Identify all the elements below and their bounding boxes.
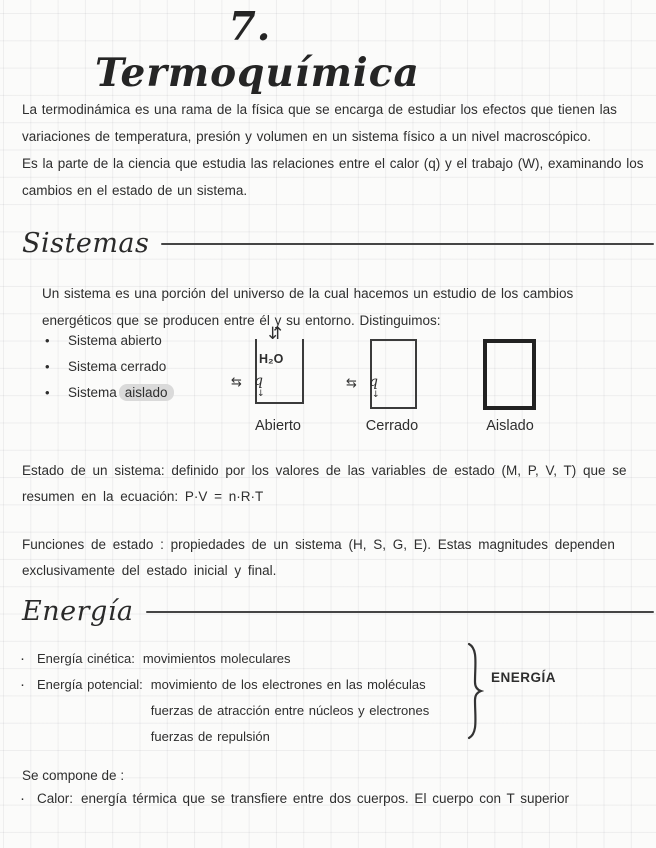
bullet-item-label: Sistema cerrado bbox=[68, 358, 167, 374]
section-heading-sistemas bbox=[22, 228, 654, 259]
heat-exchange-arrows-icon: ⇆ bbox=[346, 376, 357, 391]
energy-brace bbox=[466, 641, 484, 741]
intro-block bbox=[22, 96, 644, 204]
energy-item-cinetica bbox=[20, 646, 429, 672]
diagram-label-abierto: Abierto bbox=[255, 418, 301, 434]
energy-desc-continuation: fuerzas de atracción entre núcleos y electrones bbox=[150, 703, 430, 718]
energy-term: Energía potencial: bbox=[37, 677, 143, 692]
calor-term: Calor: bbox=[37, 791, 74, 806]
energy-term: Energía cinética: bbox=[37, 651, 135, 666]
heat-exchange-arrows-icon: ⇆ bbox=[231, 375, 242, 390]
heat-direction-arrow-icon: ↓ bbox=[257, 389, 265, 399]
bullet-icon: · bbox=[20, 676, 25, 693]
calor-desc: energía térmica que se transfiere entre dos cuerpos. El cuerpo con T superior bbox=[81, 791, 570, 806]
intro-paragraph-2: Es la parte de la ciencia que estudia las relaciones entre el calor (q) y el trabajo (W), examinando los cambios en el estado de un sistema. bbox=[22, 156, 644, 198]
insulated-container-shape bbox=[483, 339, 536, 410]
heat-direction-arrow-icon: ↓ bbox=[372, 390, 380, 400]
energy-desc-continuation: fuerzas de repulsión bbox=[150, 729, 270, 744]
water-label: H₂O bbox=[259, 352, 284, 366]
energia-brace-label: ENERGÍA bbox=[491, 670, 557, 685]
energy-list bbox=[20, 646, 429, 750]
sistemas-intro: Un sistema es una porción del universo de la cual hacemos un estudio de los cambios energéticos que se producen entre él y su entorno. Distinguimos: bbox=[42, 286, 574, 328]
estado-paragraph: Estado de un sistema: definido por los valores de las variables de estado (M, P, V, T) que se resumen en la ecuación: P·V = n·R·T bbox=[22, 463, 627, 504]
bullet-item-label: Sistema bbox=[68, 384, 117, 400]
heat-symbol: q bbox=[254, 373, 263, 389]
bullet-icon: · bbox=[20, 650, 25, 667]
diagram-cerrado bbox=[344, 326, 440, 442]
bullet-icon: • bbox=[45, 358, 50, 374]
bullet-item-sistema-abierto bbox=[45, 327, 174, 353]
energy-desc: movimientos moleculares bbox=[142, 651, 291, 666]
heat-symbol: q bbox=[369, 374, 378, 390]
matter-exchange-arrows-icon: ⇵ bbox=[268, 324, 283, 344]
sistemas-heading-label: Sistemas bbox=[22, 228, 150, 259]
bullet-item-sistema-cerrado bbox=[45, 353, 174, 379]
diagram-label-cerrado: Cerrado bbox=[365, 418, 419, 434]
bullet-item-sistema-aislado bbox=[45, 379, 174, 405]
bullet-item-label: Sistema abierto bbox=[68, 332, 162, 348]
section-heading-energia bbox=[22, 596, 654, 627]
highlighted-word-aislado: aislado bbox=[119, 384, 174, 401]
sistemas-heading-rule bbox=[161, 243, 654, 245]
energy-item-potencial bbox=[20, 672, 429, 750]
energia-heading-label: Energía bbox=[22, 596, 134, 627]
diagram-abierto bbox=[228, 326, 328, 442]
compone-heading: Se compone de : bbox=[22, 768, 125, 783]
bullet-icon: • bbox=[45, 332, 50, 348]
bullet-icon: · bbox=[20, 790, 25, 807]
funciones-paragraph: Funciones de estado : propiedades de un sistema (H, S, G, E). Estas magnitudes dependen exclusivamente del estado inicial y final. bbox=[22, 537, 615, 578]
diagram-aislado bbox=[462, 326, 558, 442]
energia-heading-rule bbox=[146, 611, 655, 613]
energy-desc-column bbox=[151, 672, 429, 750]
bullet-icon: • bbox=[45, 384, 50, 400]
energy-desc: movimiento de los electrones en las moléculas bbox=[150, 677, 426, 692]
sistemas-bullet-list bbox=[45, 327, 174, 405]
page-title: 7. Termoquímica bbox=[95, 4, 420, 96]
calor-item bbox=[20, 790, 569, 807]
diagram-label-aislado: Aislado bbox=[486, 418, 534, 434]
intro-paragraph-1: La termodinámica es una rama de la física que se encarga de estudiar los efectos que tienen las variaciones de temperatura, presión y volumen en un sistema físico a un nivel macroscópico. bbox=[22, 102, 617, 144]
